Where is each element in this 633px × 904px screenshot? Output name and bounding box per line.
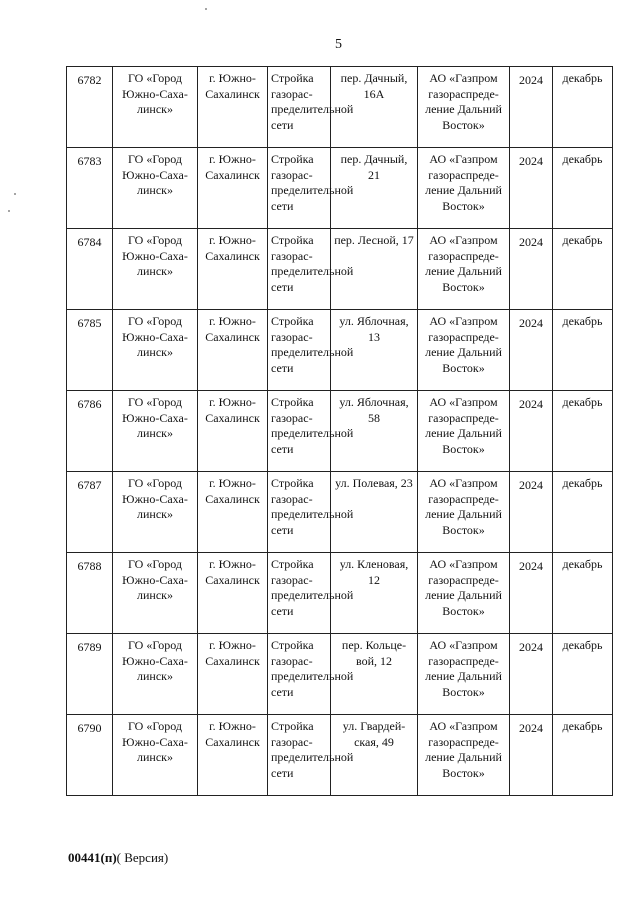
row-number: 6784 bbox=[67, 229, 113, 310]
scan-speck bbox=[205, 8, 207, 10]
address-cell: пер. Дачный, 21 bbox=[331, 148, 418, 229]
municipality-cell: ГО «Город Южно-Саха-линск» bbox=[113, 229, 198, 310]
row-number: 6783 bbox=[67, 148, 113, 229]
year-cell: 2024 bbox=[510, 67, 553, 148]
municipality-cell: ГО «Город Южно-Саха-линск» bbox=[113, 148, 198, 229]
work-type-cell: Стройка газорас-пределительной сети bbox=[268, 553, 331, 634]
table-row bbox=[67, 148, 613, 229]
address-cell: пер. Дачный, 16А bbox=[331, 67, 418, 148]
month-cell: декабрь bbox=[553, 229, 613, 310]
month-cell: декабрь bbox=[553, 472, 613, 553]
month-cell: декабрь bbox=[553, 148, 613, 229]
locality-cell: г. Южно-Сахалинск bbox=[198, 472, 268, 553]
municipality-cell: ГО «Город Южно-Саха-линск» bbox=[113, 67, 198, 148]
operator-cell: АО «Газпром газораспреде-ление Дальний Восток» bbox=[418, 148, 510, 229]
locality-cell: г. Южно-Сахалинск bbox=[198, 391, 268, 472]
document-code-number: 00441(п) bbox=[68, 850, 117, 865]
work-type-cell: Стройка газорас-пределительной сети bbox=[268, 634, 331, 715]
table-row bbox=[67, 67, 613, 148]
registry-table bbox=[66, 66, 613, 796]
municipality-cell: ГО «Город Южно-Саха-линск» bbox=[113, 310, 198, 391]
work-type-cell: Стройка газорас-пределительной сети bbox=[268, 148, 331, 229]
registry-body bbox=[67, 67, 613, 796]
year-cell: 2024 bbox=[510, 148, 553, 229]
work-type-cell: Стройка газорас-пределительной сети bbox=[268, 472, 331, 553]
year-cell: 2024 bbox=[510, 472, 553, 553]
row-number: 6790 bbox=[67, 715, 113, 796]
address-cell: пер. Лесной, 17 bbox=[331, 229, 418, 310]
address-cell: ул. Кленовая, 12 bbox=[331, 553, 418, 634]
table-row bbox=[67, 553, 613, 634]
table-row bbox=[67, 715, 613, 796]
month-cell: декабрь bbox=[553, 67, 613, 148]
month-cell: декабрь bbox=[553, 553, 613, 634]
locality-cell: г. Южно-Сахалинск bbox=[198, 553, 268, 634]
document-code bbox=[68, 850, 168, 866]
month-cell: декабрь bbox=[553, 310, 613, 391]
municipality-cell: ГО «Город Южно-Саха-линск» bbox=[113, 472, 198, 553]
locality-cell: г. Южно-Сахалинск bbox=[198, 67, 268, 148]
year-cell: 2024 bbox=[510, 391, 553, 472]
work-type-cell: Стройка газорас-пределительной сети bbox=[268, 310, 331, 391]
page-number: 5 bbox=[335, 37, 342, 52]
operator-cell: АО «Газпром газораспреде-ление Дальний Восток» bbox=[418, 553, 510, 634]
document-code-suffix: ( Версия) bbox=[116, 850, 169, 865]
operator-cell: АО «Газпром газораспреде-ление Дальний Восток» bbox=[418, 229, 510, 310]
table-row bbox=[67, 634, 613, 715]
operator-cell: АО «Газпром газораспреде-ление Дальний Восток» bbox=[418, 634, 510, 715]
table-row bbox=[67, 472, 613, 553]
work-type-cell: Стройка газорас-пределительной сети bbox=[268, 715, 331, 796]
operator-cell: АО «Газпром газораспреде-ление Дальний Восток» bbox=[418, 67, 510, 148]
year-cell: 2024 bbox=[510, 715, 553, 796]
month-cell: декабрь bbox=[553, 391, 613, 472]
work-type-cell: Стройка газорас-пределительной сети bbox=[268, 229, 331, 310]
locality-cell: г. Южно-Сахалинск bbox=[198, 148, 268, 229]
operator-cell: АО «Газпром газораспреде-ление Дальний Восток» bbox=[418, 715, 510, 796]
municipality-cell: ГО «Город Южно-Саха-линск» bbox=[113, 634, 198, 715]
address-cell: пер. Кольце-вой, 12 bbox=[331, 634, 418, 715]
locality-cell: г. Южно-Сахалинск bbox=[198, 310, 268, 391]
operator-cell: АО «Газпром газораспреде-ление Дальний Восток» bbox=[418, 472, 510, 553]
work-type-cell: Стройка газорас-пределительной сети bbox=[268, 391, 331, 472]
year-cell: 2024 bbox=[510, 310, 553, 391]
operator-cell: АО «Газпром газораспреде-ление Дальний Восток» bbox=[418, 391, 510, 472]
month-cell: декабрь bbox=[553, 715, 613, 796]
municipality-cell: ГО «Город Южно-Саха-линск» bbox=[113, 715, 198, 796]
row-number: 6787 bbox=[67, 472, 113, 553]
row-number: 6786 bbox=[67, 391, 113, 472]
row-number: 6789 bbox=[67, 634, 113, 715]
address-cell: ул. Полевая, 23 bbox=[331, 472, 418, 553]
scan-speck bbox=[8, 210, 10, 212]
address-cell: ул. Яблочная, 13 bbox=[331, 310, 418, 391]
year-cell: 2024 bbox=[510, 229, 553, 310]
work-type-cell: Стройка газорас-пределительной сети bbox=[268, 67, 331, 148]
locality-cell: г. Южно-Сахалинск bbox=[198, 715, 268, 796]
municipality-cell: ГО «Город Южно-Саха-линск» bbox=[113, 553, 198, 634]
row-number: 6782 bbox=[67, 67, 113, 148]
scan-speck bbox=[14, 193, 16, 195]
address-cell: ул. Яблочная, 58 bbox=[331, 391, 418, 472]
address-cell: ул. Гвардей-ская, 49 bbox=[331, 715, 418, 796]
year-cell: 2024 bbox=[510, 634, 553, 715]
table-row bbox=[67, 391, 613, 472]
locality-cell: г. Южно-Сахалинск bbox=[198, 634, 268, 715]
locality-cell: г. Южно-Сахалинск bbox=[198, 229, 268, 310]
year-cell: 2024 bbox=[510, 553, 553, 634]
row-number: 6788 bbox=[67, 553, 113, 634]
month-cell: декабрь bbox=[553, 634, 613, 715]
operator-cell: АО «Газпром газораспреде-ление Дальний Восток» bbox=[418, 310, 510, 391]
table-row bbox=[67, 310, 613, 391]
municipality-cell: ГО «Город Южно-Саха-линск» bbox=[113, 391, 198, 472]
table-row bbox=[67, 229, 613, 310]
row-number: 6785 bbox=[67, 310, 113, 391]
